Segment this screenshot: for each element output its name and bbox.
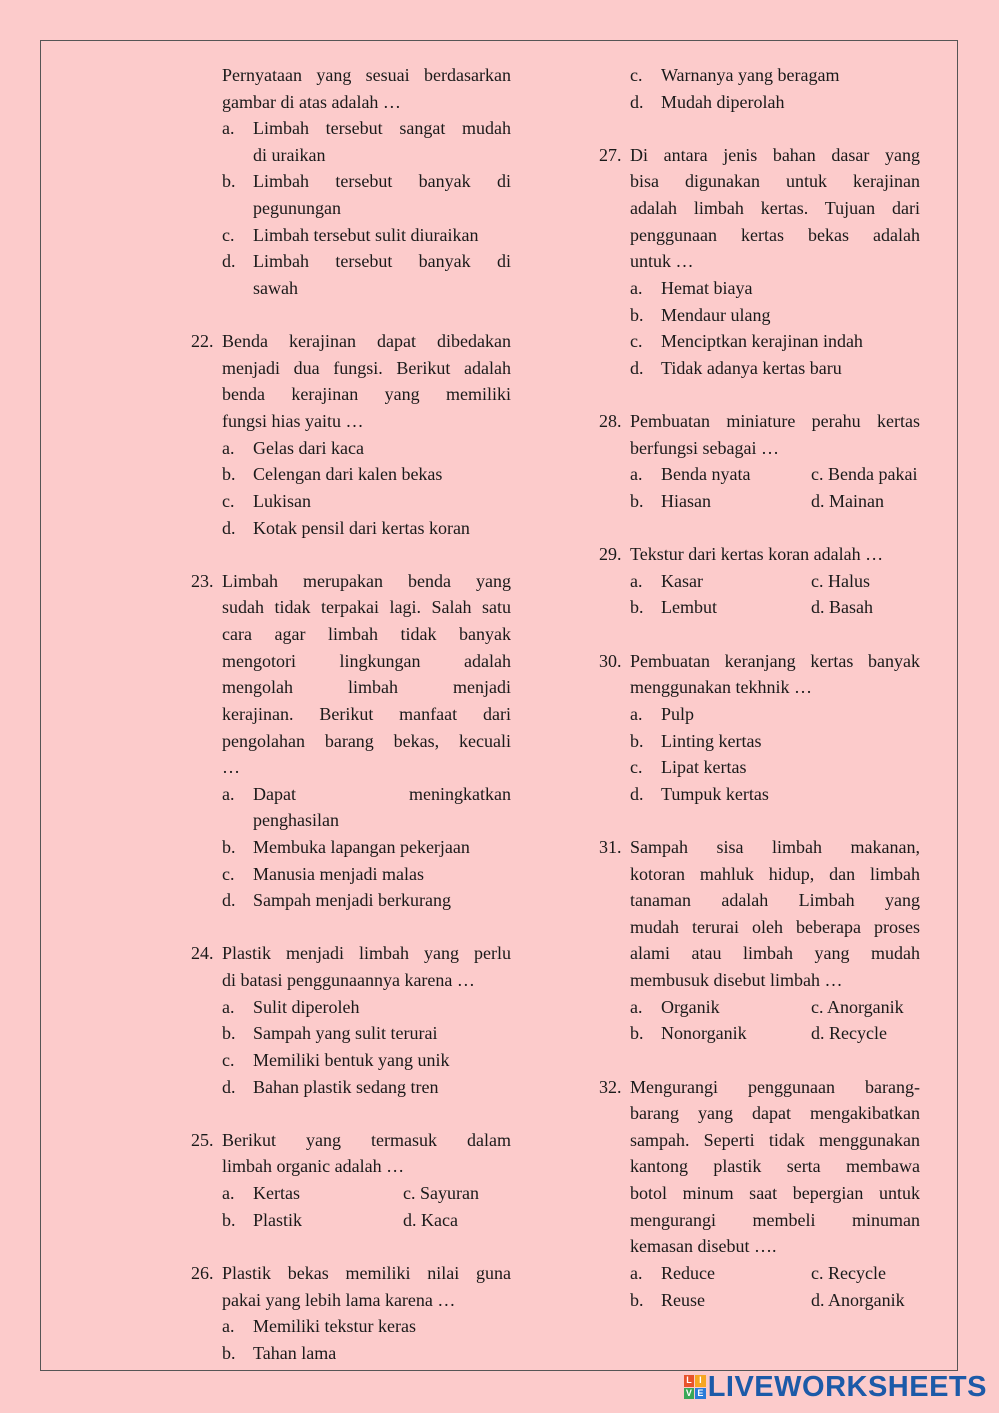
option-text: Lukisan — [253, 490, 311, 511]
question-number: 24. — [191, 943, 214, 964]
question-number: 29. — [599, 544, 622, 565]
option-text: Reduce — [661, 1262, 715, 1283]
question-number: 25. — [191, 1129, 214, 1150]
option-text: Limbah tersebut sangat mudah — [253, 118, 511, 139]
option-letter: b. — [630, 304, 644, 325]
option-text: Plastik — [253, 1209, 303, 1230]
option-letter: b. — [222, 1023, 236, 1044]
logo-square-v: V — [684, 1388, 695, 1400]
question-text-continued: untuk … — [630, 251, 694, 272]
question-text-continued: mengotori lingkungan adalah — [222, 650, 511, 671]
option-text: Memiliki bentuk yang unik — [253, 1049, 450, 1070]
question-text-continued: sawah — [253, 277, 298, 298]
option-letter: c. — [630, 331, 643, 352]
question-text-continued: kotoran mahluk hidup, dan limbah — [630, 863, 920, 884]
liveworksheets-logo-icon — [684, 1375, 706, 1399]
question-text-continued: cara agar limbah tidak banyak — [222, 624, 511, 645]
question-number: 32. — [599, 1076, 622, 1097]
question-text-continued: benda kerajinan yang memiliki — [222, 384, 511, 405]
option-letter: a. — [222, 1183, 235, 1204]
question-text-continued: menjadi dua fungsi. Berikut adalah — [222, 357, 511, 378]
option-letter: b. — [630, 1289, 644, 1310]
option-text: Gelas dari kaca — [253, 437, 364, 458]
option-text: Lipat kertas — [661, 757, 747, 778]
option-second-column: c. Anorganik — [811, 996, 904, 1017]
option-text: Kertas — [253, 1183, 300, 1204]
option-text: Manusia menjadi malas — [253, 863, 424, 884]
option-letter: b. — [222, 464, 236, 485]
question-text: Benda kerajinan dapat dibedakan — [222, 331, 511, 352]
question-text-continued: di batasi penggunaannya karena … — [222, 970, 475, 991]
liveworksheets-logo[interactable] — [684, 1370, 987, 1404]
question-text: Mengurangi penggunaan barang- — [630, 1076, 920, 1097]
option-letter: d. — [222, 890, 236, 911]
option-text: Limbah tersebut banyak di — [253, 251, 511, 272]
option-letter: a. — [222, 996, 235, 1017]
question-text: Di antara jenis bahan dasar yang — [630, 144, 920, 165]
option-letter: b. — [222, 1342, 236, 1363]
option-second-column: c. Halus — [811, 570, 870, 591]
question-number: 31. — [599, 836, 622, 857]
question-text-continued: kemasan disebut …. — [630, 1236, 777, 1257]
question-text-continued: limbah organic adalah … — [222, 1156, 405, 1177]
question-text: Pembuatan miniature perahu kertas — [630, 411, 920, 432]
option-text: Kotak pensil dari kertas koran — [253, 517, 470, 538]
option-text: Menciptkan kerajinan indah — [661, 331, 863, 352]
question-text-continued: bisa digunakan untuk kerajinan — [630, 171, 920, 192]
question-text-continued: pengolahan barang bekas, kecuali — [222, 730, 511, 751]
option-letter: c. — [222, 1049, 235, 1070]
question-text-continued: mengurangi membeli minuman — [630, 1209, 920, 1230]
question-text-continued: kerajinan. Berikut manfaat dari — [222, 703, 511, 724]
option-letter: c. — [222, 224, 235, 245]
question-text-continued: alami atau limbah yang mudah — [630, 943, 920, 964]
question-text: Limbah merupakan benda yang — [222, 570, 511, 591]
option-text: Mendaur ulang — [661, 304, 771, 325]
question-text-continued: Pernyataan yang sesuai berdasarkan — [222, 65, 511, 85]
option-second-column: d. Recycle — [811, 1023, 887, 1044]
option-letter: a. — [630, 1262, 643, 1283]
option-letter: d. — [222, 1076, 236, 1097]
question-number: 30. — [599, 650, 622, 671]
question-number: 26. — [191, 1262, 214, 1283]
option-letter: a. — [222, 118, 235, 139]
option-letter: c. — [222, 490, 235, 511]
question-text-continued: menggunakan tekhnik … — [630, 677, 812, 698]
option-text: Organik — [661, 996, 720, 1017]
question-text-continued: di uraikan — [253, 144, 326, 165]
option-text: Benda nyata — [661, 464, 751, 485]
option-letter: a. — [222, 783, 235, 804]
option-letter: d. — [630, 783, 644, 804]
question-text: Berikut yang termasuk dalam — [222, 1129, 511, 1150]
option-text: Sampah menjadi berkurang — [253, 890, 451, 911]
option-letter: d. — [630, 91, 644, 112]
option-text: Celengan dari kalen bekas — [253, 464, 443, 485]
option-letter: d. — [222, 251, 236, 272]
question-text-continued: sampah. Seperti tidak menggunakan — [630, 1129, 920, 1150]
option-text: Lembut — [661, 597, 717, 618]
question-text: Plastik menjadi limbah yang perlu — [222, 943, 511, 964]
option-text: Nonorganik — [661, 1023, 747, 1044]
option-text: Linting kertas — [661, 730, 762, 751]
question-text: Sampah sisa limbah makanan, — [630, 836, 920, 857]
option-text: Hemat biaya — [661, 277, 753, 298]
option-second-column: c. Sayuran — [403, 1183, 479, 1204]
option-text: Sulit diperoleh — [253, 996, 360, 1017]
option-letter: b. — [222, 1209, 236, 1230]
option-letter: b. — [630, 597, 644, 618]
option-text: Kasar — [661, 570, 703, 591]
question-text-continued: barang yang dapat mengakibatkan — [630, 1103, 920, 1124]
option-letter: a. — [630, 570, 643, 591]
worksheet-frame — [40, 40, 958, 1371]
option-second-column: d. Basah — [811, 597, 873, 618]
option-text: Sampah yang sulit terurai — [253, 1023, 438, 1044]
option-letter: d. — [630, 357, 644, 378]
logo-text: LIVEWORKSHEETS — [707, 1370, 987, 1403]
option-letter: c. — [630, 65, 643, 85]
option-letter: a. — [222, 1316, 235, 1337]
option-text: Warnanya yang beragam — [661, 65, 840, 85]
logo-square-e: E — [695, 1388, 706, 1400]
question-text-continued: … — [222, 757, 240, 778]
option-letter: b. — [630, 730, 644, 751]
option-text: Reuse — [661, 1289, 705, 1310]
option-letter: c. — [630, 757, 643, 778]
option-second-column: d. Kaca — [403, 1209, 458, 1230]
question-number: 22. — [191, 331, 214, 352]
option-second-column: c. Recycle — [811, 1262, 886, 1283]
option-text: Memiliki tekstur keras — [253, 1316, 416, 1337]
option-letter: a. — [630, 703, 643, 724]
question-text-continued: membusuk disebut limbah … — [630, 970, 843, 991]
question-text: Tekstur dari kertas koran adalah … — [630, 544, 884, 565]
question-text-continued: gambar di atas adalah … — [222, 91, 401, 112]
option-text: Bahan plastik sedang tren — [253, 1076, 439, 1097]
question-number: 28. — [599, 411, 622, 432]
option-text: Mudah diperolah — [661, 91, 785, 112]
option-letter: a. — [630, 996, 643, 1017]
option-text: Pulp — [661, 703, 695, 724]
option-letter: b. — [630, 490, 644, 511]
option-letter: c. — [222, 863, 235, 884]
option-text: Membuka lapangan pekerjaan — [253, 836, 470, 857]
question-text: Plastik bekas memiliki nilai guna — [222, 1262, 511, 1283]
question-text-continued: fungsi hias yaitu … — [222, 411, 364, 432]
option-letter: b. — [630, 1023, 644, 1044]
question-text-continued: sudah tidak terpakai lagi. Salah satu — [222, 597, 511, 618]
question-text-continued: penggunaan kertas bekas adalah — [630, 224, 920, 245]
option-letter: d. — [222, 517, 236, 538]
question-text-continued: adalah limbah kertas. Tujuan dari — [630, 198, 920, 219]
option-letter: a. — [630, 277, 643, 298]
option-text: Tidak adanya kertas baru — [661, 357, 842, 378]
option-letter: a. — [630, 464, 643, 485]
option-letter: b. — [222, 171, 236, 192]
question-text-continued: penghasilan — [253, 810, 339, 831]
question-text-continued: pakai yang lebih lama karena … — [222, 1289, 456, 1310]
option-text: Limbah tersebut sulit diuraikan — [253, 224, 479, 245]
logo-square-i: I — [695, 1375, 706, 1387]
option-text: Dapat meningkatkan — [253, 783, 511, 804]
question-number: 23. — [191, 570, 214, 591]
question-text-continued: botol minum saat bepergian untuk — [630, 1183, 920, 1204]
question-text: Pembuatan keranjang kertas banyak — [630, 650, 920, 671]
option-text: Limbah tersebut banyak di — [253, 171, 511, 192]
question-text-continued: tanaman adalah Limbah yang — [630, 890, 920, 911]
option-text: Tumpuk kertas — [661, 783, 769, 804]
question-text-continued: mengolah limbah menjadi — [222, 677, 511, 698]
option-letter: a. — [222, 437, 235, 458]
question-text-continued: kantong plastik serta membawa — [630, 1156, 920, 1177]
option-second-column: d. Mainan — [811, 490, 884, 511]
option-letter: b. — [222, 836, 236, 857]
logo-square-l: L — [684, 1375, 695, 1387]
question-text-continued: berfungsi sebagai … — [630, 437, 779, 458]
question-text-continued: pegunungan — [253, 198, 341, 219]
question-text-continued: mudah terurai oleh beberapa proses — [630, 916, 920, 937]
option-second-column: d. Anorganik — [811, 1289, 905, 1310]
option-second-column: c. Benda pakai — [811, 464, 918, 485]
option-text: Tahan lama — [253, 1342, 337, 1363]
option-text: Hiasan — [661, 490, 711, 511]
question-number: 27. — [599, 144, 622, 165]
